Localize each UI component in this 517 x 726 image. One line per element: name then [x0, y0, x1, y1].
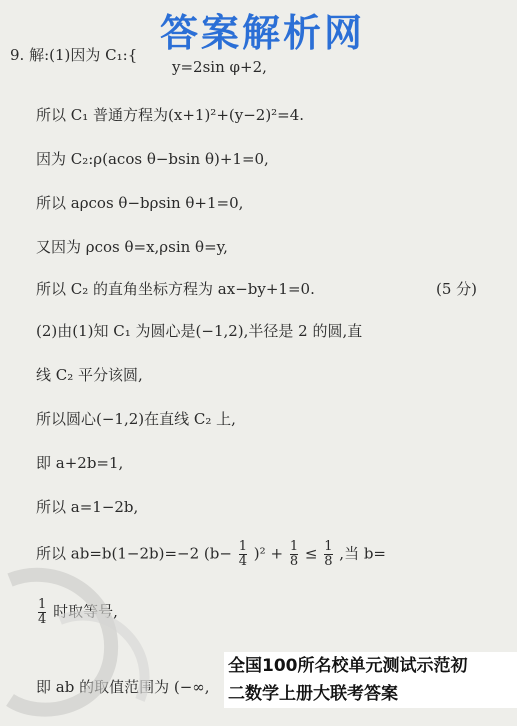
fraction-numerator: 1 [324, 539, 333, 554]
inequality-prefix: 所以 ab=b(1−2b)=−2 [36, 544, 200, 563]
inequality-paren: (b− [203, 544, 232, 563]
solution-line-3: 所以 aρcos θ−bρsin θ+1=0, [36, 194, 244, 212]
fraction-one-eighth-a [290, 540, 298, 569]
decorative-swirl-graphic [0, 560, 220, 726]
solution-line-9: 即 a+2b=1, [36, 454, 124, 472]
fraction-denominator: 8 [324, 554, 333, 569]
solution-line-5: 所以 C₂ 的直角坐标方程为 ax−by+1=0. [36, 280, 315, 298]
inequality-paren-close: )² [253, 544, 266, 563]
score-label: (5 分) [435, 280, 477, 298]
footer-banner [224, 652, 517, 708]
fraction-one-quarter [239, 540, 247, 569]
solution-line-1: 所以 C₁ 普通方程为(x+1)²+(y−2)²=4. [36, 106, 305, 124]
solution-line-6: (2)由(1)知 C₁ 为圆心是(−1,2),半径是 2 的圆,直 [36, 322, 363, 340]
solution-line-10: 所以 a=1−2b, [36, 498, 139, 516]
inequality-suffix: ,当 b= [339, 544, 387, 563]
fraction-denominator: 4 [238, 554, 248, 569]
question-intro [10, 44, 137, 65]
inequality-le: ≤ [304, 544, 318, 563]
parametric-equation-line: y=2sin φ+2, [172, 58, 267, 76]
fraction-numerator: 1 [38, 597, 47, 612]
footer-line-2: 二数学上册大联考答案 [228, 684, 398, 704]
fraction-denominator: 4 [38, 612, 47, 627]
fraction-denominator: 8 [289, 554, 299, 569]
footer-line-1: 全国100所名校单元测试示范初 [228, 656, 468, 676]
solution-line-2: 因为 C₂:ρ(acos θ−bsin θ)+1=0, [36, 150, 269, 168]
equality-text: 时取等号, [53, 602, 118, 621]
inequality-plus: + [270, 544, 284, 563]
watermark-title: 答案解析网 [160, 11, 366, 55]
fraction-numerator: 1 [289, 539, 299, 554]
range-line: 即 ab 的取值范围为 (−∞, [36, 678, 210, 696]
question-number: 9. [10, 46, 25, 64]
solution-line-4: 又因为 ρcos θ=x,ρsin θ=y, [36, 238, 228, 256]
fraction-one-eighth-b [324, 540, 332, 569]
question-intro-text: 解:(1)因为 C₁:{ [29, 46, 138, 64]
solution-line-7: 线 C₂ 平分该圆, [36, 366, 143, 384]
fraction-numerator: 1 [238, 539, 248, 554]
solution-line-8: 所以圆心(−1,2)在直线 C₂ 上, [36, 410, 236, 428]
